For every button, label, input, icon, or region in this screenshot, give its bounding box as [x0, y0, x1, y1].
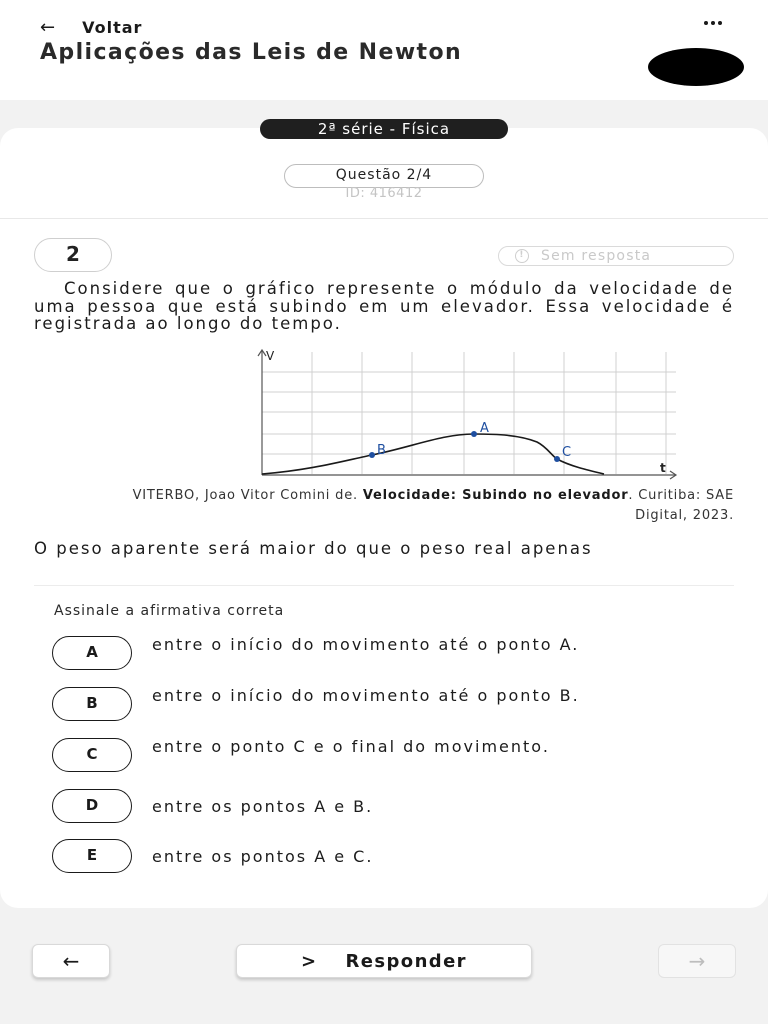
arrow-left-icon: ←	[40, 16, 57, 38]
submit-label: Responder	[345, 950, 467, 972]
point-b-label: B	[377, 443, 386, 458]
option-d[interactable]	[52, 789, 742, 829]
x-axis-label: t	[660, 461, 666, 475]
next-button[interactable]	[658, 944, 736, 978]
velocity-graph	[252, 348, 682, 480]
question-counter: Questão 2/4	[284, 164, 484, 188]
point-b-marker	[369, 452, 375, 458]
option-text[interactable]: entre o início do movimento até o ponto A.	[152, 635, 580, 654]
option-b[interactable]	[52, 687, 742, 727]
point-a-label: A	[480, 421, 489, 436]
y-axis-label: V	[266, 349, 275, 363]
back-label: Voltar	[82, 17, 143, 37]
option-letter[interactable]: E	[52, 839, 132, 873]
option-letter[interactable]: B	[52, 687, 132, 721]
graph-axes	[258, 350, 676, 479]
point-c-marker	[554, 456, 560, 462]
alert-circle-icon: !	[515, 249, 529, 263]
avatar[interactable]	[648, 48, 744, 86]
graph-grid	[262, 352, 676, 474]
more-horizontal-icon[interactable]	[700, 10, 726, 36]
question-id: ID: 416412	[345, 186, 423, 201]
option-text[interactable]: entre o ponto C e o final do movimento.	[152, 737, 550, 756]
page-title: Aplicações das Leis de Newton	[40, 40, 463, 65]
status-label: Sem resposta	[541, 248, 652, 264]
option-letter[interactable]: D	[52, 789, 132, 823]
serie-badge: 2ª série - Física	[260, 119, 508, 139]
arrow-right-icon: →	[688, 949, 706, 973]
instruction-text: Assinale a afirmativa correta	[54, 603, 285, 619]
option-a[interactable]	[52, 636, 742, 676]
question-statement: Considere que o gráfico represente o módulo da velocidade de uma pessoa que está subindo em um elevador. Essa velocidade é registrada ao longo do tempo.	[34, 279, 734, 333]
arrow-left-icon: ←	[62, 949, 80, 973]
divider	[34, 585, 734, 586]
previous-button[interactable]	[32, 944, 110, 978]
divider	[0, 218, 768, 219]
submit-button[interactable]	[236, 944, 532, 978]
option-e[interactable]	[52, 839, 742, 879]
citation-title: Velocidade: Subindo no elevador	[362, 488, 629, 503]
status-badge	[498, 246, 734, 266]
back-button[interactable]	[40, 14, 142, 40]
question-number: 2	[34, 238, 112, 272]
option-c[interactable]	[52, 738, 742, 778]
option-text[interactable]: entre os pontos A e C.	[152, 847, 374, 866]
citation-rest: . Curitiba: SAE Digital, 2023.	[628, 488, 734, 523]
chevron-right-icon: >	[301, 950, 318, 972]
option-text[interactable]: entre o início do movimento até o ponto B.	[152, 686, 580, 705]
option-letter[interactable]: A	[52, 636, 132, 670]
option-letter[interactable]: C	[52, 738, 132, 772]
option-text[interactable]: entre os pontos A e B.	[152, 797, 374, 816]
question-prompt: O peso aparente será maior do que o peso real apenas	[34, 539, 593, 558]
point-c-label: C	[562, 445, 572, 460]
point-a-marker	[471, 431, 477, 437]
graph-citation	[100, 486, 734, 526]
citation-authors: VITERBO, Joao Vitor Comini de.	[132, 488, 363, 503]
app-header	[0, 0, 768, 100]
